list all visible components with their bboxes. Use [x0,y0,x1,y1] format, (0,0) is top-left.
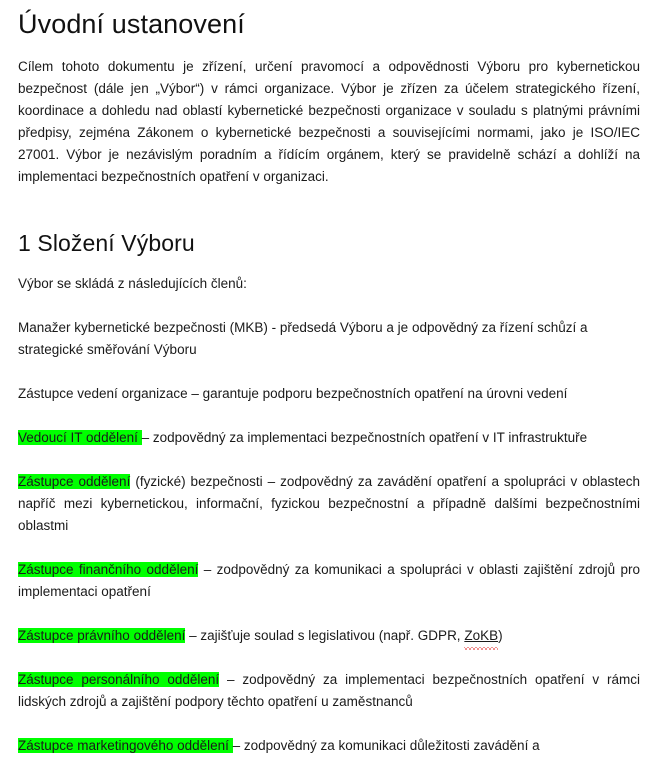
page-title: Úvodní ustanovení [18,9,245,39]
spacer-member [18,361,640,383]
highlighted-role: Zástupce personálního oddělení [18,672,220,688]
spacer-member [18,603,640,625]
spacer-lead [18,295,640,317]
highlighted-role: Vedoucí IT oddělení [18,430,142,446]
section-1-lead: Výbor se skládá z následujících členů: [18,276,247,292]
spacer-member [18,405,640,427]
section-1-heading: 1 Složení Výboru [18,230,195,257]
highlighted-role: Zástupce finančního oddělení [18,562,199,578]
spacer-member [18,647,640,669]
member-text: (fyzické) bezpečnosti – zodpovědný za zavádění opatření a spolupráci v oblastech napříč mezi kybernetickou, informační, fyzickou bezpečnostní a případně dalšími bezpečnostními oblastmi [18,474,640,534]
spellcheck-flagged-word: ZoKB [464,625,498,647]
member-text: – zodpovědný za komunikaci a spolupráci v oblasti zajištění zdrojů pro implementaci opatření [18,562,640,600]
spacer-member [18,449,640,471]
intro-paragraph: Cílem tohoto dokumentu je zřízení, určení pravomocí a odpovědnosti Výboru pro kybernetickou bezpečnost (dále jen „Výbor“) v rámci organizace. Výbor je zřízen za účelem strategického řízení, koordinace a dohledu nad oblastí kybernetické bezpečnosti organizace v souladu s platnými právními předpisy, zejména Zákonem o kybernetické bezpečnosti a souvisejícími normami, jako je ISO/IEC 27001. Výbor je nezávislým poradním a řídícím orgánem, který se pravidelně schází a dohlíží na implementaci bezpečnostních opatření v organizaci. [18,59,640,185]
highlighted-role: Zástupce marketingového oddělení [18,738,233,754]
spacer-member [18,537,640,559]
member-text: – zodpovědný za implementaci bezpečnostních opatření v IT infrastruktuře [141,430,588,446]
member-paragraph [18,735,640,757]
member-text: – zajišťuje soulad s legislativou (např. GDPR, [185,628,465,644]
member-paragraph [18,625,640,647]
member-paragraph [18,471,640,537]
spacer-member [18,713,640,735]
highlighted-role: Zástupce právního oddělení [18,628,186,644]
spacer-before-section-heading [18,188,640,230]
member-paragraph [18,317,640,361]
spacer-after-section-heading [18,256,640,273]
highlighted-role: Zástupce oddělení [18,474,131,490]
member-text: Zástupce vedení organizace – garantuje podporu bezpečnostních opatření na úrovni vedení [18,386,568,402]
member-text: – zodpovědný za implementaci bezpečnostních opatření v rámci lidských zdrojů a zajištění podpory těchto opatření u zaměstnanců [18,672,640,710]
member-text-after: ) [498,628,503,644]
member-paragraph [18,559,640,603]
member-paragraph [18,669,640,713]
member-text: – zodpovědný za komunikaci důležitosti zavádění a [232,738,540,754]
member-paragraph [18,427,640,449]
spacer-after-title [18,40,640,56]
member-paragraph [18,383,640,405]
member-text: Manažer kybernetické bezpečnosti (MKB) - předsedá Výboru a je odpovědný za řízení schůzí a strategické směřování Výboru [18,320,588,358]
